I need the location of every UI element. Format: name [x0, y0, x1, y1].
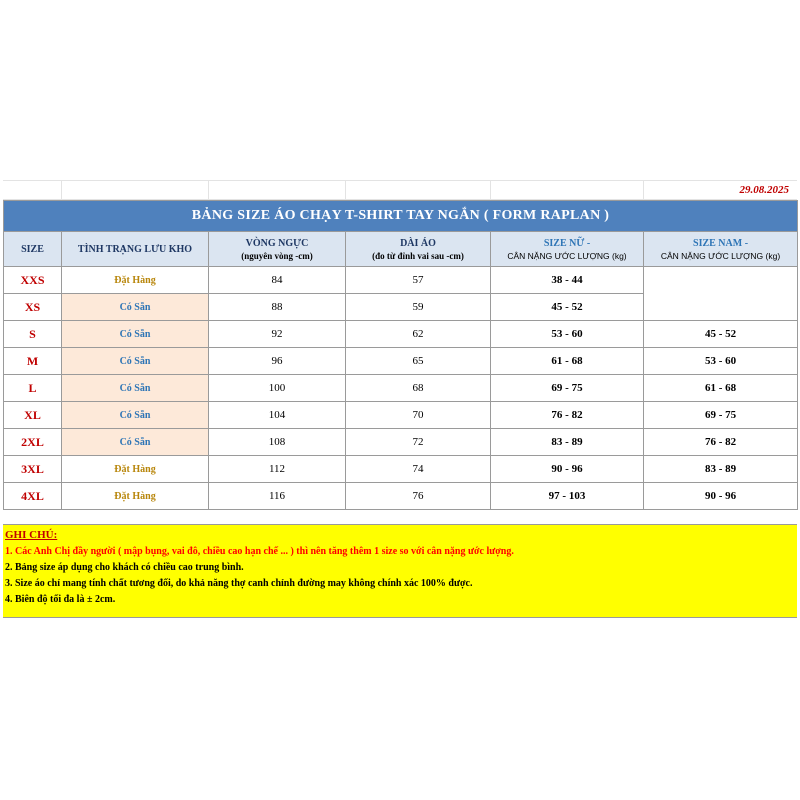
length-cell: 57 — [346, 267, 491, 294]
male-weight-cell: 83 - 89 — [644, 456, 798, 483]
male-weight-cell — [644, 267, 798, 321]
header-female — [491, 232, 644, 267]
chest-cell: 92 — [209, 321, 346, 348]
spreadsheet — [3, 180, 797, 620]
length-cell: 62 — [346, 321, 491, 348]
notes-title: GHI CHÚ: — [5, 529, 58, 541]
length-cell: 70 — [346, 402, 491, 429]
header-chest — [209, 232, 346, 267]
size-cell: XL — [4, 402, 62, 429]
size-cell: L — [4, 375, 62, 402]
size-cell: S — [4, 321, 62, 348]
length-cell: 74 — [346, 456, 491, 483]
table-row — [4, 429, 798, 456]
note-item: 1. Các Anh Chị đầy người ( mập bụng, vai đô, chiều cao hạn chế ... ) thì nên tăng thêm 1 size so với cân nặng ước lượng. — [5, 546, 514, 557]
length-cell: 59 — [346, 294, 491, 321]
header-female-unit: CÂN NẶNG ƯỚC LƯỢNG (kg) — [507, 250, 627, 261]
male-weight-cell: 61 - 68 — [644, 375, 798, 402]
size-chart-table — [3, 200, 798, 510]
note-item: 2. Bảng size áp dụng cho khách có chiều cao trung bình. — [5, 562, 244, 573]
male-weight-cell: 76 - 82 — [644, 429, 798, 456]
header-status: TÌNH TRẠNG LƯU KHO — [62, 232, 209, 267]
header-size: SIZE — [4, 232, 62, 267]
header-row — [4, 232, 798, 267]
header-length-unit: (đo từ đỉnh vai sau -cm) — [372, 250, 464, 261]
table-row — [4, 348, 798, 375]
header-male-title: SIZE NAM - — [693, 237, 749, 249]
male-weight-cell: 69 - 75 — [644, 402, 798, 429]
size-cell: XS — [4, 294, 62, 321]
chest-cell: 108 — [209, 429, 346, 456]
male-weight-cell: 45 - 52 — [644, 321, 798, 348]
chest-cell: 112 — [209, 456, 346, 483]
length-cell: 68 — [346, 375, 491, 402]
gridline — [208, 180, 209, 200]
header-female-title: SIZE NỮ - — [543, 237, 591, 249]
chest-cell: 84 — [209, 267, 346, 294]
table-row — [4, 402, 798, 429]
status-cell: Có Sẵn — [62, 375, 209, 402]
gridline — [345, 180, 346, 200]
header-male-unit: CÂN NẶNG ƯỚC LƯỢNG (kg) — [660, 250, 781, 261]
date-label: 29.08.2025 — [739, 184, 789, 196]
length-cell: 65 — [346, 348, 491, 375]
header-chest-title: VÒNG NGỰC — [245, 237, 309, 249]
female-weight-cell: 76 - 82 — [491, 402, 644, 429]
chest-cell: 96 — [209, 348, 346, 375]
status-cell: Có Sẵn — [62, 429, 209, 456]
size-cell: 4XL — [4, 483, 62, 510]
male-weight-cell: 90 - 96 — [644, 483, 798, 510]
header-length-title: DÀI ÁO — [400, 237, 436, 249]
header-chest-unit: (nguyên vòng -cm) — [241, 250, 313, 261]
table-row — [4, 483, 798, 510]
table-title: BẢNG SIZE ÁO CHẠY T-SHIRT TAY NGẮN ( FORM RAPLAN ) — [4, 201, 798, 232]
female-weight-cell: 69 - 75 — [491, 375, 644, 402]
note-item: 3. Size áo chỉ mang tính chất tương đối, do khả năng thợ canh chỉnh đường may không chính xác 100% được. — [5, 578, 473, 589]
length-cell: 72 — [346, 429, 491, 456]
gridline — [643, 180, 644, 200]
status-cell: Đặt Hàng — [62, 483, 209, 510]
status-cell: Đặt Hàng — [62, 456, 209, 483]
chest-cell: 100 — [209, 375, 346, 402]
size-cell: M — [4, 348, 62, 375]
notes-box — [3, 524, 797, 618]
table-row — [4, 456, 798, 483]
gridline — [61, 180, 62, 200]
female-weight-cell: 45 - 52 — [491, 294, 644, 321]
size-cell: 3XL — [4, 456, 62, 483]
title-row — [4, 201, 798, 232]
header-male — [644, 232, 798, 267]
size-cell: 2XL — [4, 429, 62, 456]
female-weight-cell: 90 - 96 — [491, 456, 644, 483]
status-cell: Có Sẵn — [62, 321, 209, 348]
female-weight-cell: 97 - 103 — [491, 483, 644, 510]
chest-cell: 116 — [209, 483, 346, 510]
table-row — [4, 321, 798, 348]
status-cell: Đặt Hàng — [62, 267, 209, 294]
gridline — [490, 180, 491, 200]
table-body — [4, 267, 798, 510]
male-weight-cell: 53 - 60 — [644, 348, 798, 375]
table-row — [4, 267, 798, 294]
note-item: 4. Biên độ tối đa là ± 2cm. — [5, 594, 116, 605]
female-weight-cell: 38 - 44 — [491, 267, 644, 294]
chest-cell: 88 — [209, 294, 346, 321]
status-cell: Có Sẵn — [62, 348, 209, 375]
table-row — [4, 375, 798, 402]
status-cell: Có Sẵn — [62, 402, 209, 429]
status-cell: Có Sẵn — [62, 294, 209, 321]
female-weight-cell: 83 - 89 — [491, 429, 644, 456]
header-length — [346, 232, 491, 267]
size-cell: XXS — [4, 267, 62, 294]
female-weight-cell: 53 - 60 — [491, 321, 644, 348]
length-cell: 76 — [346, 483, 491, 510]
gridline — [3, 180, 797, 181]
female-weight-cell: 61 - 68 — [491, 348, 644, 375]
chest-cell: 104 — [209, 402, 346, 429]
